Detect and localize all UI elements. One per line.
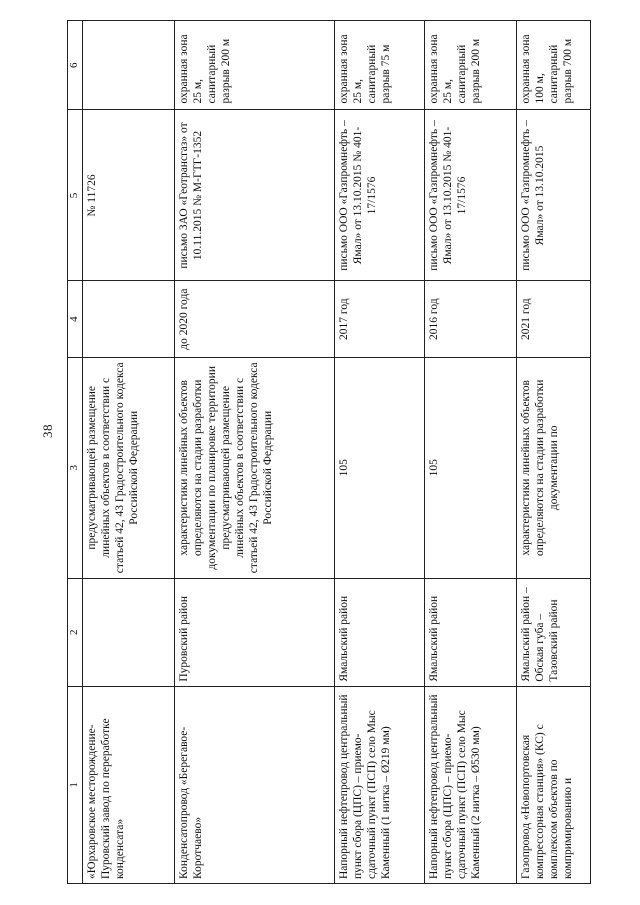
page-number: 38 (40, 424, 55, 438)
zone-cell (83, 21, 175, 110)
rotated-sheet (67, 20, 589, 884)
district-cell: Пуровский район (175, 578, 335, 686)
basis-cell: письмо ООО «Газпромнефть – Ямал» от 13.10.2015 № 401-17/1576 (335, 110, 425, 281)
zone-cell: охранная зона 100 м, санитарный разрыв 700 м (517, 21, 591, 110)
district-cell: Ямальский район – Обская губа – Тазовский район (517, 578, 591, 686)
characteristics-cell: предусматривающей размещение линейных объектов в соответствии с статьей 42, 43 Градостроительного кодекса Российской Федерации (83, 357, 175, 578)
district-cell: Ямальский район (425, 578, 517, 686)
object-name-cell: Напорный нефтепровод центральный пункт сбора (ЦПС) – приемо-сдаточный пункт (ПСП) село Мыс Каменный (2 нитка – Ø530 мм) (425, 686, 517, 883)
period-cell: 2017 год (335, 281, 425, 357)
table-row (83, 21, 175, 884)
characteristics-cell: характеристики линейных объектов определяются на стадии разработки документации по планировке территории предусматривающей размещение линейных объектов в соответствии с статьей 42, 43 Градостроительного кодекса Российской Федерации (175, 357, 335, 578)
basis-cell: письмо ЗАО «Геотрансгаз» от 10.11.2015 № М-ГТГ-1352 (175, 110, 335, 281)
basis-cell: письмо ООО «Газпромнефть – Ямал» от 13.10.2015 (517, 110, 591, 281)
object-name-cell: Конденсатопровод «Берегавое-Коротчаево» (175, 686, 335, 883)
period-cell: 2021 год (517, 281, 591, 357)
table-header-row (68, 21, 83, 884)
period-cell: 2016 год (425, 281, 517, 357)
zone-cell: охранная зона 25 м, санитарный разрыв 200 м (425, 21, 517, 110)
characteristics-cell: характеристики линейных объектов определяются на стадии разработки документации по (517, 357, 591, 578)
column-header-1: 1 (68, 686, 83, 883)
column-header-4: 4 (68, 281, 83, 357)
table-row (335, 21, 425, 884)
period-cell: до 2020 года (175, 281, 335, 357)
object-name-cell: «Юрхаровское месторождение-Пуровский завод по переработке конденсата» (83, 686, 175, 883)
zone-cell: охранная зона 25 м, санитарный разрыв 75 м (335, 21, 425, 110)
zone-cell: охранная зона 25 м, санитарный разрыв 200 м (175, 21, 335, 110)
column-header-6: 6 (68, 21, 83, 110)
table-row (425, 21, 517, 884)
table-row (517, 21, 591, 884)
characteristics-cell: 105 (335, 357, 425, 578)
basis-cell: письмо ООО «Газпромнефть – Ямал» от 13.10.2015 № 401-17/1576 (425, 110, 517, 281)
period-cell (83, 281, 175, 357)
object-name-cell: Газопровод «Новопортовская компрессорная станция» (КС) с комплексом объектов по компримированию и (517, 686, 591, 883)
district-cell (83, 578, 175, 686)
rotated-table-wrapper (67, 20, 589, 884)
district-cell: Ямальский район (335, 578, 425, 686)
basis-cell: № 11726 (83, 110, 175, 281)
table-row (175, 21, 335, 884)
characteristics-cell: 105 (425, 357, 517, 578)
column-header-2: 2 (68, 578, 83, 686)
column-header-5: 5 (68, 110, 83, 281)
infrastructure-table (67, 20, 591, 884)
object-name-cell: Напорный нефтепровод центральный пункт сбора (ЦПС) – приемо-сдаточный пункт (ПСП) село Мыс Каменный (1 нитка – Ø219 мм) (335, 686, 425, 883)
column-header-3: 3 (68, 357, 83, 578)
